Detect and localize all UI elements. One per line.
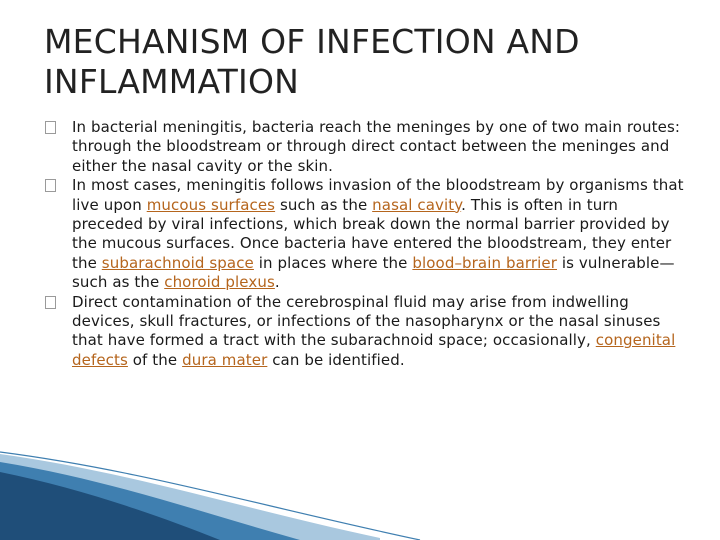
bullet-list — [72, 118, 684, 370]
link-dura-mater[interactable]: dura mater — [182, 350, 268, 369]
bullet-item — [72, 176, 684, 292]
link-mucous-surfaces[interactable]: mucous surfaces — [146, 195, 276, 214]
slide-title: MECHANISM OF INFECTION AND INFLAMMATION — [44, 22, 580, 101]
bullet-text: . This is often in turn preceded by viral infections, which break down the normal barrier provided by the mucous surfaces. Once bacteria have entered the bloodstream, they enter the — [72, 195, 672, 272]
bullet-marker-icon — [45, 179, 56, 192]
link-blood-brain-barrier[interactable]: blood–brain barrier — [412, 253, 558, 272]
wave-decoration — [0, 450, 720, 540]
link-choroid-plexus[interactable]: choroid plexus — [164, 273, 275, 292]
bullet-text: in places where the — [253, 253, 413, 272]
link-nasal-cavity[interactable]: nasal cavity — [372, 195, 462, 214]
bullet-marker-icon — [45, 121, 56, 134]
bullet-text: is vulnerable—such as the — [72, 253, 675, 292]
bullet-item — [72, 293, 684, 371]
bullet-text: . — [274, 273, 280, 292]
bullet-text: of the — [127, 350, 183, 369]
bullet-text: Direct contamination of the cerebrospinal fluid may arise from indwelling devices, skull fractures, or infections of the nasopharynx or the nasal sinuses that have formed a tract with the subarachnoid space; occasionally, — [72, 292, 661, 350]
bullet-text: In most cases, meningitis follows invasion of the bloodstream by organisms that live upon — [72, 176, 684, 214]
bullet-text: such as the — [275, 195, 373, 214]
link-subarachnoid-space[interactable]: subarachnoid space — [101, 253, 254, 272]
bullet-text: In bacterial meningitis, bacteria reach the meninges by one of two main routes: through the bloodstream or through direct contact between the meninges and either the nasal cavity or the skin. — [72, 118, 681, 175]
bullet-marker-icon — [45, 296, 56, 309]
bullet-item — [72, 118, 684, 176]
link-congenital-defects[interactable]: congenital defects — [72, 331, 676, 369]
bullet-text: can be identified. — [267, 350, 405, 369]
